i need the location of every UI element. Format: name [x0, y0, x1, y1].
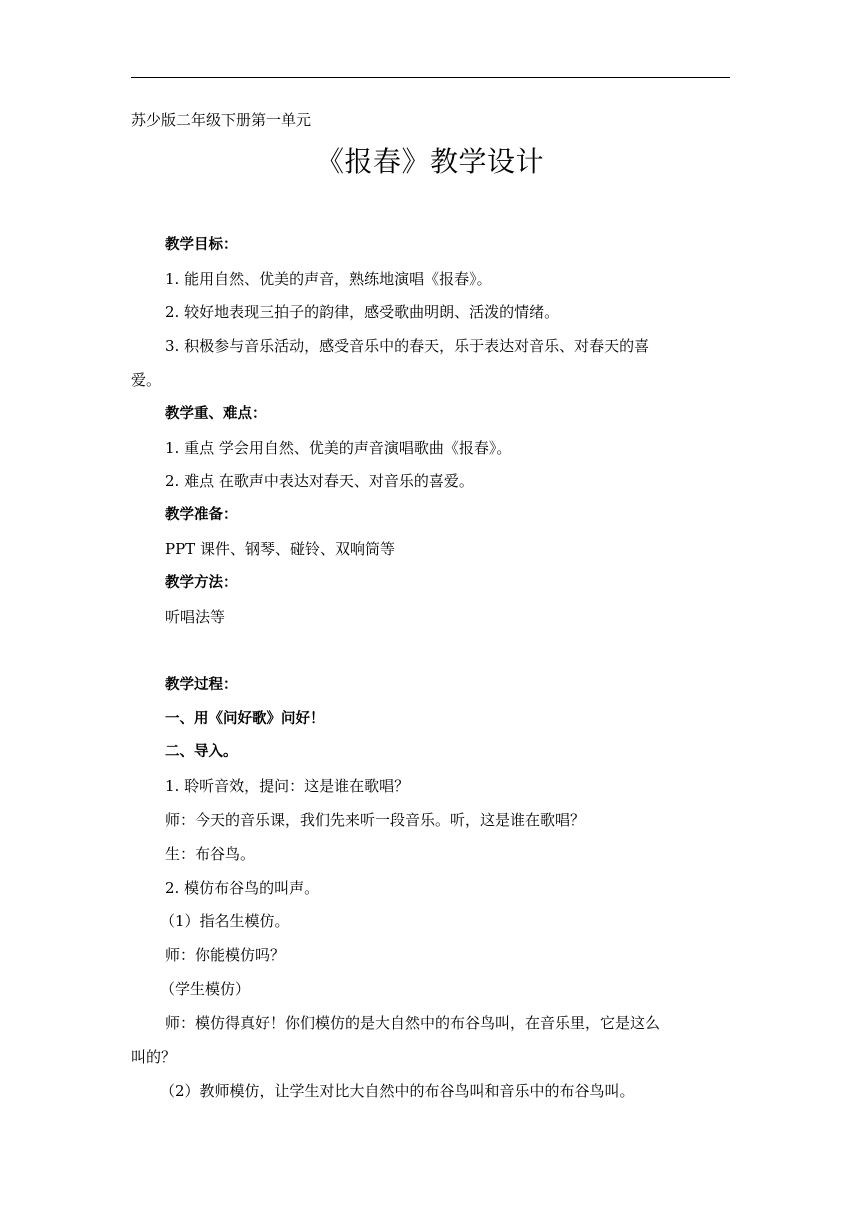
process-line: 生：布谷鸟。 — [165, 845, 256, 863]
objective-item: 3. 积极参与音乐活动，感受音乐中的春天，乐于表达对音乐、对春天的喜 — [165, 337, 650, 355]
process-line: 师：今天的音乐课，我们先来听一段音乐。听，这是谁在歌唱？ — [165, 811, 586, 829]
process-line: 师：模仿得真好！你们模仿的是大自然中的布谷鸟叫，在音乐里，它是这么 — [165, 1014, 661, 1032]
unit-label: 苏少版二年级下册第一单元 — [131, 111, 312, 129]
process-line-continuation: 叫的？ — [131, 1048, 177, 1066]
process-step-heading: 一、用《问好歌》问好！ — [165, 711, 325, 727]
process-line: 2. 模仿布谷鸟的叫声。 — [165, 879, 320, 897]
preparation-heading: 教学准备： — [165, 507, 238, 523]
page-title: 《报春》教学设计 — [315, 145, 544, 178]
header-rule — [131, 77, 730, 78]
process-heading: 教学过程： — [165, 677, 238, 693]
objective-item: 2. 较好地表现三拍子的韵律，感受歌曲明朗、活泼的情绪。 — [165, 303, 560, 321]
objectives-heading: 教学目标： — [165, 237, 238, 253]
method-text: 听唱法等 — [165, 608, 226, 626]
key-points-heading: 教学重、难点： — [165, 406, 267, 422]
method-heading: 教学方法： — [165, 575, 238, 591]
process-line: （2）教师模仿，让学生对比大自然中的布谷鸟叫和音乐中的布谷鸟叫。 — [160, 1082, 635, 1100]
key-point-item: 1. 重点 学会用自然、优美的声音演唱歌曲《报春》。 — [165, 439, 512, 457]
process-line: 师：你能模仿吗？ — [165, 946, 286, 964]
objective-item-continuation: 爱。 — [131, 371, 162, 389]
objective-item: 1. 能用自然、优美的声音，熟练地演唱《报春》。 — [165, 270, 492, 288]
process-line: （学生模仿） — [160, 980, 251, 998]
process-line: 1. 聆听音效，提问：这是谁在歌唱？ — [165, 777, 410, 795]
process-step-heading: 二、导入。 — [165, 744, 238, 760]
process-line: （1）指名生模仿。 — [160, 912, 290, 930]
key-point-item: 2. 难点 在歌声中表达对春天、对音乐的喜爱。 — [165, 472, 474, 490]
preparation-text: PPT 课件、钢琴、碰铃、双响筒等 — [165, 540, 395, 558]
